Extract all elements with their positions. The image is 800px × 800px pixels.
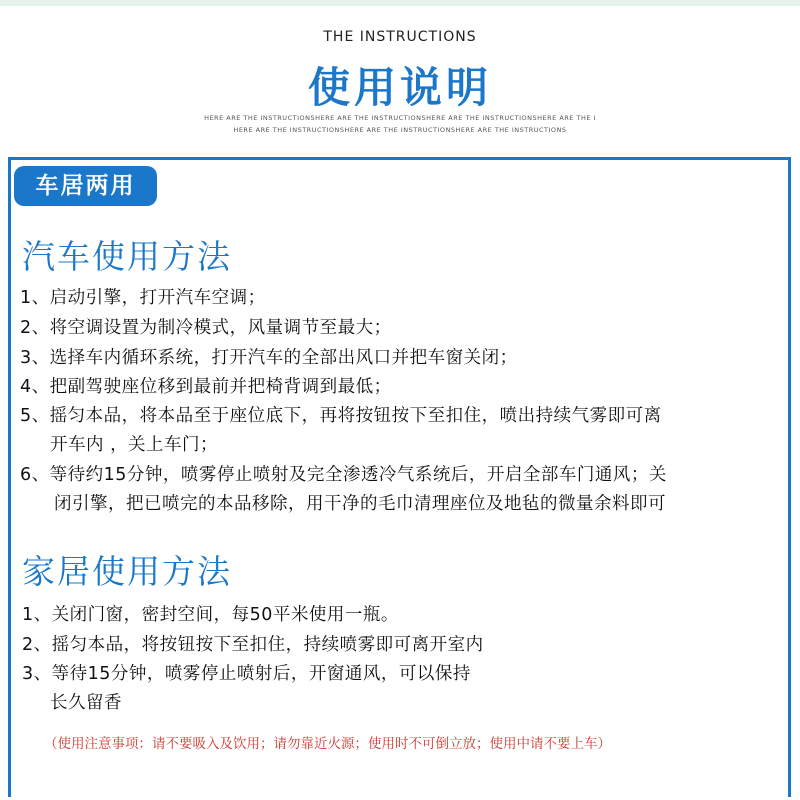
- car-step-4: 4、把副驾驶座位移到最前并把椅背调到最低；: [20, 377, 392, 397]
- car-step-6-continued: 闭引擎，把已喷完的本品移除，用干净的毛巾清理座位及地毡的微量余料即可: [54, 494, 666, 514]
- header: [0, 0, 800, 150]
- english-subtitle: THE INSTRUCTIONS: [323, 29, 477, 45]
- car-step-5: 5、摇匀本品，将本品至于座位底下，再将按钮按下至扣住，喷出持续气雾即可离: [20, 406, 662, 426]
- car-step-1: 1、启动引擎，打开汽车空调；: [20, 288, 266, 308]
- home-step-3: 3、等待15分钟，喷雾停止喷射后，开窗通风，可以保持: [22, 664, 471, 684]
- car-step-5-continued: 开车内 ，关上车门；: [50, 435, 219, 455]
- home-usage-heading: 家居使用方法: [22, 552, 232, 591]
- page-title: 使用说明: [307, 63, 492, 112]
- home-step-3-continued: 长久留香: [50, 693, 122, 713]
- decorative-text-line-2: HERE ARE THE INSTRUCTIONSHERE ARE THE INSTRUCTIONSHERE ARE THE INSTRUCTIONS: [233, 126, 567, 134]
- decorative-text-line-1: HERE ARE THE INSTRUCTIONSHERE ARE THE INSTRUCTIONSHERE ARE THE INSTRUCTIONSHERE ARE THE I: [204, 114, 596, 122]
- usage-notice: （使用注意事项：请不要吸入及饮用；请勿靠近火源；使用时不可倒立放；使用中请不要上车）: [44, 736, 611, 752]
- car-home-badge: 车居两用: [14, 166, 157, 206]
- home-step-2: 2、摇匀本品，将按钮按下至扣住，持续喷雾即可离开室内: [22, 635, 484, 655]
- car-usage-heading: 汽车使用方法: [22, 237, 232, 276]
- home-step-1: 1、关闭门窗，密封空间，每50平米使用一瓶。: [22, 605, 399, 625]
- car-step-3: 3、选择车内循环系统，打开汽车的全部出风口并把车窗关闭；: [20, 348, 518, 368]
- car-step-2: 2、将空调设置为制冷模式，风量调节至最大；: [20, 318, 392, 338]
- car-step-6: 6、等待约15分钟，喷雾停止喷射及完全渗透冷气系统后，开启全部车门通风；关: [20, 465, 667, 485]
